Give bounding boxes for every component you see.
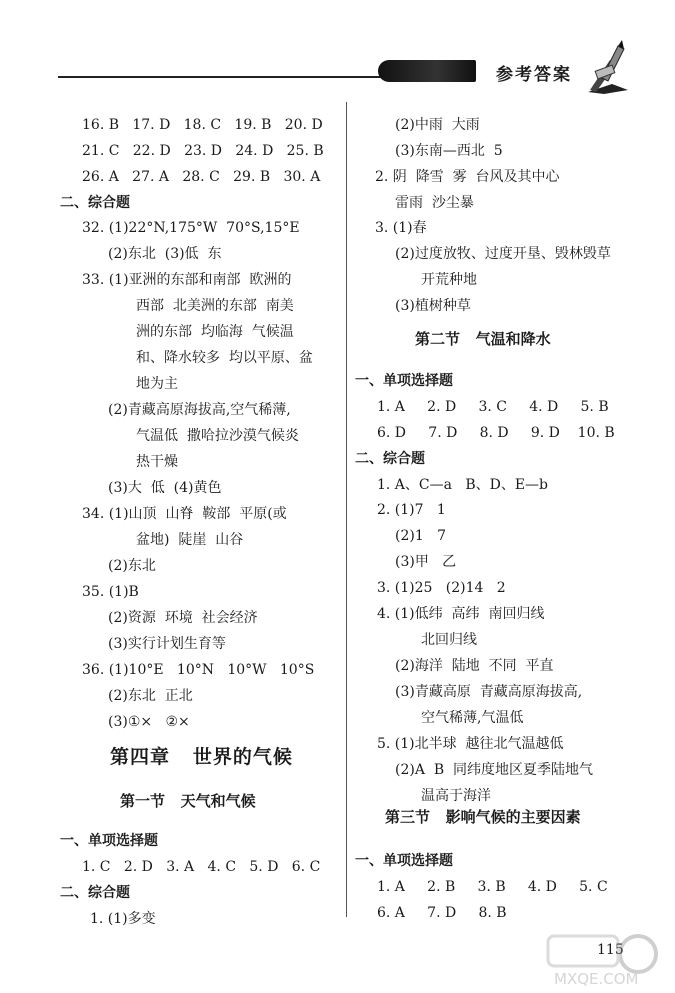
page-number: 115	[597, 942, 624, 958]
answer-line: (2)A B 同纬度地区夏季陆地气	[395, 762, 594, 778]
column-divider	[346, 102, 347, 917]
answer-line: 6. A 7. D 8. B	[377, 905, 507, 921]
answer-line: 26. A 27. A 28. C 29. B 30. A	[82, 169, 321, 185]
section-heading: 一、单项选择题	[355, 373, 453, 389]
answer-line: (2)中雨 大雨	[395, 117, 480, 133]
answer-line: (3)大 低 (4)黄色	[108, 480, 222, 496]
answer-line: (3)①× ②×	[108, 714, 190, 730]
answer-line: 4. (1)低纬 高纬 南回归线	[377, 606, 545, 622]
section-title: 第三节 影响气候的主要因素	[385, 808, 581, 826]
answer-line: 和、降水较多 均以平原、盆	[136, 350, 313, 366]
svg-text:MXQE.COM: MXQE.COM	[554, 970, 639, 988]
answer-line: (2)青藏高原海拔高,空气稀薄,	[108, 402, 291, 418]
section-heading: 一、单项选择题	[355, 853, 453, 869]
answer-line: (2)东北	[108, 558, 156, 574]
answer-line: 北回归线	[421, 632, 477, 648]
answer-line: 36. (1)10°E 10°N 10°W 10°S	[82, 662, 315, 678]
answer-line: (2)东北 正北	[108, 688, 193, 704]
pencil-book-icon	[582, 40, 632, 94]
section-heading: 二、综合题	[355, 451, 425, 467]
answer-line: 开荒种地	[421, 272, 477, 288]
answer-line: 2. (1)7 1	[377, 502, 446, 518]
answer-line: 1. A 2. B 3. B 4. D 5. C	[377, 879, 608, 895]
answer-line: 1. C 2. D 3. A 4. C 5. D 6. C	[82, 859, 321, 875]
answer-line: (3)东南—西北 5	[395, 143, 503, 159]
answer-line: 气温低 撒哈拉沙漠气候炎	[136, 428, 299, 444]
answer-line: 33. (1)亚洲的东部和南部 欧洲的	[82, 272, 292, 288]
answer-line: 西部 北美洲的东部 南美	[136, 298, 294, 314]
answer-line: 21. C 22. D 23. D 24. D 25. B	[82, 143, 324, 159]
answer-line: 16. B 17. D 18. C 19. B 20. D	[82, 117, 323, 133]
answer-line: 34. (1)山顶 山脊 鞍部 平原(或	[82, 506, 287, 522]
header-bar	[378, 60, 476, 82]
answer-line: 35. (1)B	[82, 584, 139, 600]
answer-line: 1. A 2. D 3. C 4. D 5. B	[377, 399, 609, 415]
answer-line: (3)实行计划生育等	[108, 636, 226, 652]
answer-line: 32. (1)22°N,175°W 70°S,15°E	[82, 220, 300, 236]
answer-line: 5. (1)北半球 越往北气温越低	[377, 736, 564, 752]
header-rule	[58, 76, 388, 78]
answer-line: 1. A、C—a B、D、E—b	[377, 477, 549, 493]
answer-line: 地为主	[136, 376, 178, 392]
answer-line: 3. (1)春	[375, 220, 427, 236]
answer-line: 温高于海洋	[421, 788, 491, 804]
answer-line: 6. D 7. D 8. D 9. D 10. B	[377, 425, 615, 441]
section-title: 第一节 天气和气候	[120, 792, 256, 810]
section-heading: 二、综合题	[60, 195, 130, 211]
answer-line: (3)青藏高原 青藏高原海拔高,	[395, 684, 583, 700]
answer-line: (3)甲 乙	[395, 554, 457, 570]
chapter-title: 第四章 世界的气候	[110, 746, 293, 768]
answer-line: 空气稀薄,气温低	[421, 710, 524, 726]
header-title: 参考答案	[496, 65, 572, 85]
answer-line: 3. (1)25 (2)14 2	[377, 580, 506, 596]
answer-line: 热干燥	[136, 454, 178, 470]
answer-line: (2)海洋 陆地 不同 平直	[395, 658, 554, 674]
section-title: 第二节 气温和降水	[415, 330, 551, 348]
answer-line: (3)植树种草	[395, 298, 471, 314]
answer-line: 洲的东部 均临海 气候温	[136, 324, 294, 340]
answer-line: (2)1 7	[395, 528, 446, 544]
answer-line: 盆地) 陡崖 山谷	[136, 532, 244, 548]
answer-line: (2)资源 环境 社会经济	[108, 610, 258, 626]
answer-line: 2. 阴 降雪 雾 台风及其中心	[375, 169, 560, 185]
answer-line: (2)东北 (3)低 东	[108, 246, 222, 262]
section-heading: 一、单项选择题	[60, 833, 158, 849]
answer-line: 1. (1)多变	[90, 911, 156, 927]
answer-line: 雷雨 沙尘暴	[395, 195, 474, 211]
answer-line: (2)过度放牧、过度开垦、毁林毁草	[395, 246, 611, 262]
section-heading: 二、综合题	[60, 885, 130, 901]
